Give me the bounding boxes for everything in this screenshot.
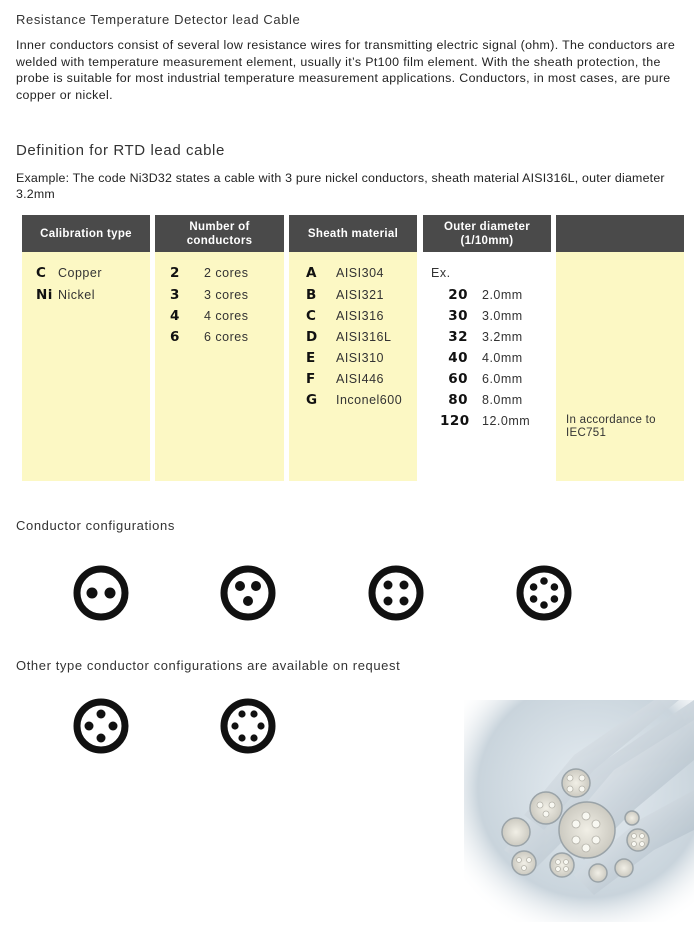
4-conductor-config-icon — [367, 564, 425, 622]
header-diameter-line1: Outer diameter — [443, 220, 530, 233]
header-conductors-line1: Number of — [189, 220, 250, 233]
calibration-row — [36, 265, 102, 281]
conductors-label: 2 cores — [204, 266, 249, 280]
section-title-other-configurations: Other type conductor configurations are available on request — [16, 658, 401, 673]
sheath-code: A — [306, 265, 317, 281]
sheath-label: AISI446 — [336, 372, 384, 386]
conductors-label: 6 cores — [204, 330, 249, 344]
diameter-code: 20 — [448, 287, 468, 303]
diameter-label: 3.0mm — [482, 309, 523, 323]
conductors-row — [170, 329, 249, 345]
diameter-code: 40 — [448, 350, 468, 366]
6-conductor-config-icon — [515, 564, 573, 622]
diameter-row — [440, 329, 523, 345]
sheath-row — [306, 371, 384, 387]
sheath-label: Inconel600 — [336, 393, 403, 407]
sheath-row — [306, 329, 391, 345]
conductors-label: 4 cores — [204, 309, 249, 323]
section-title-definition: Definition for RTD lead cable — [16, 142, 225, 159]
calibration-code: Ni — [36, 287, 53, 303]
conductors-code: 2 — [170, 265, 180, 281]
header-calibration-label: Calibration type — [40, 227, 132, 240]
4-conductor-alt-config-icon — [72, 697, 130, 755]
header-conductors-line2: conductors — [186, 234, 253, 247]
diameter-example-label: Ex. — [431, 266, 451, 280]
conductors-row — [170, 287, 249, 303]
header-number-of-conductors — [155, 215, 284, 252]
header-standard-blank — [556, 215, 684, 252]
diameter-label: 8.0mm — [482, 393, 523, 407]
diameter-row — [440, 413, 530, 429]
sheath-code: E — [306, 350, 316, 366]
diameter-label: 6.0mm — [482, 372, 523, 386]
calibration-label: Nickel — [58, 288, 96, 302]
sheath-label: AISI316 — [336, 309, 384, 323]
standard-note — [566, 414, 656, 440]
section-title-conductor-configurations: Conductor configurations — [16, 518, 175, 533]
diameter-code: 120 — [440, 413, 470, 429]
header-outer-diameter — [423, 215, 551, 252]
3-conductor-config-icon — [219, 564, 277, 622]
example-paragraph: Example: The code Ni3D32 states a cable with 3 pure nickel conductors, sheath material AISI316L, outer diameter 3.2mm — [16, 171, 665, 201]
section-title-rtd-lead-cable: Resistance Temperature Detector lead Cable — [16, 12, 301, 27]
header-sheath-label: Sheath material — [307, 227, 399, 240]
diameter-row — [440, 371, 523, 387]
diameter-label: 3.2mm — [482, 330, 523, 344]
standard-note-line2: IEC751 — [566, 427, 607, 439]
sheath-label: AISI316L — [336, 330, 392, 344]
sheath-row — [306, 287, 384, 303]
calibration-code: C — [36, 265, 47, 281]
diameter-label: 2.0mm — [482, 288, 523, 302]
conductors-row — [170, 265, 249, 281]
conductors-code: 4 — [170, 308, 180, 324]
diameter-row — [440, 308, 523, 324]
sheath-code: F — [306, 371, 316, 387]
conductors-code: 6 — [170, 329, 180, 345]
header-sheath-material — [289, 215, 417, 252]
sheath-row — [306, 308, 384, 324]
diameter-row — [440, 350, 523, 366]
diameter-code: 30 — [448, 308, 468, 324]
sheath-code: C — [306, 308, 317, 324]
6-conductor-alt-config-icon — [219, 697, 277, 755]
2-conductor-config-icon — [72, 564, 130, 622]
diameter-code: 32 — [448, 329, 468, 345]
intro-paragraph: Inner conductors consist of several low resistance wires for transmitting electric signal (ohm). The conductors are welded with temperature measurement element, usually it’s Pt100 film element. With the sheath protection, the probe is suitable for most industrial temperature measurement applications. Conductors, in most cases, are pure copper or nickel. — [16, 38, 676, 102]
sheath-row — [306, 392, 402, 408]
diameter-code: 60 — [448, 371, 468, 387]
column-standard-body — [556, 252, 684, 481]
sheath-row — [306, 265, 384, 281]
sheath-label: AISI304 — [336, 266, 384, 280]
calibration-row — [36, 287, 95, 303]
sheath-code: D — [306, 329, 318, 345]
sheath-code: G — [306, 392, 318, 408]
diameter-row — [440, 287, 523, 303]
diameter-label: 4.0mm — [482, 351, 523, 365]
diameter-code: 80 — [448, 392, 468, 408]
diameter-row — [440, 392, 523, 408]
sheath-row — [306, 350, 384, 366]
conductors-row — [170, 308, 249, 324]
diameter-label: 12.0mm — [482, 414, 531, 428]
cable-cross-section-photo — [464, 700, 694, 922]
sheath-label: AISI321 — [336, 288, 384, 302]
calibration-label: Copper — [58, 266, 102, 280]
header-diameter-line2: (1/10mm) — [460, 234, 514, 247]
conductors-label: 3 cores — [204, 288, 249, 302]
sheath-code: B — [306, 287, 317, 303]
standard-note-line1: In accordance to — [566, 414, 656, 426]
header-calibration-type — [22, 215, 150, 252]
conductors-code: 3 — [170, 287, 180, 303]
sheath-label: AISI310 — [336, 351, 384, 365]
